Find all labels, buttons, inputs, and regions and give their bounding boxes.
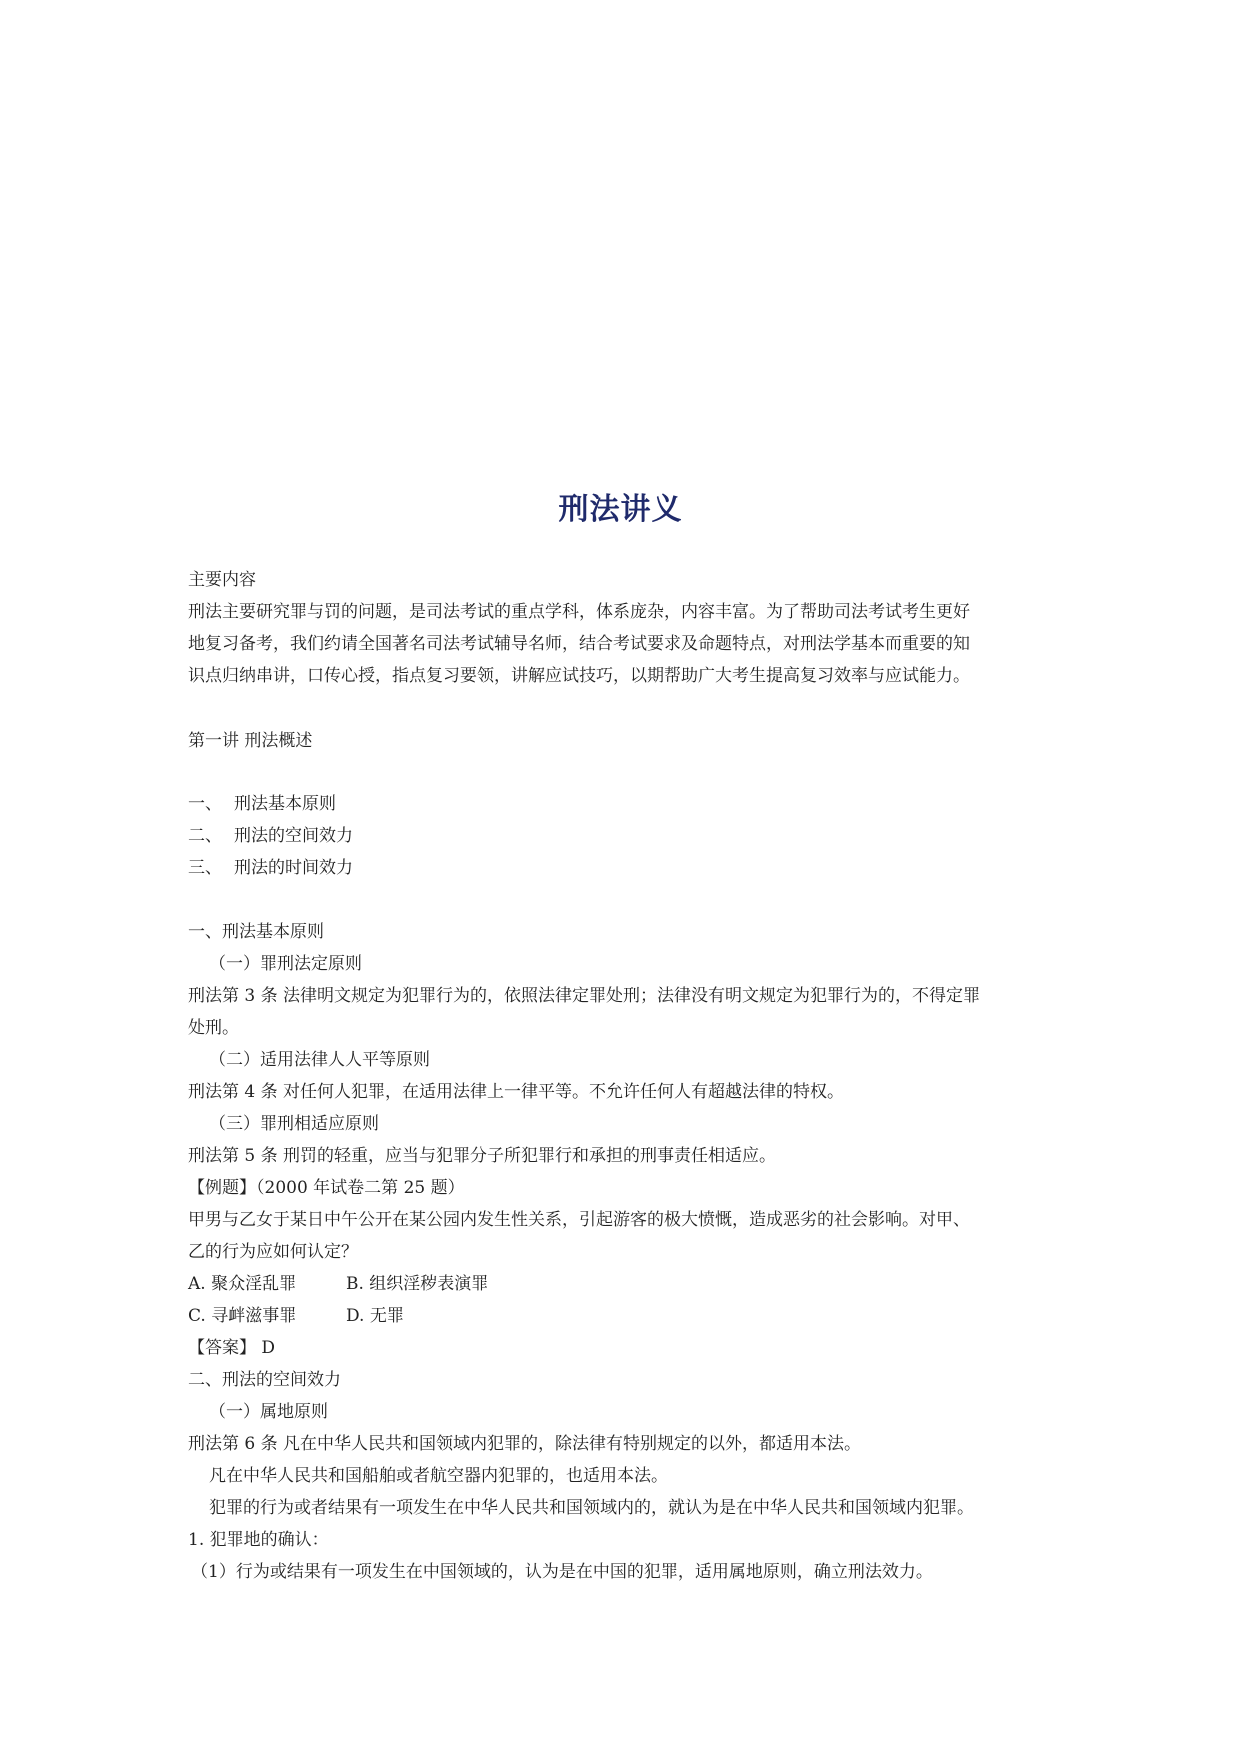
example-label: 【例题】（2000 年试卷二第 25 题） [188, 1178, 465, 1198]
outline-text: 刑法的空间效力 [234, 826, 353, 846]
lecture-title: 第一讲 刑法概述 [188, 731, 313, 751]
article6-line1: 刑法第 6 条 凡在中华人民共和国领域内犯罪的，除法律有特别规定的以外，都适用本法。 [188, 1434, 862, 1454]
section1-sub3: （三）罪刑相适应原则 [209, 1114, 379, 1134]
outline-number: 一、 [188, 794, 222, 814]
point1-heading: 1. 犯罪地的确认： [188, 1530, 329, 1550]
example-answer: 【答案】 D [188, 1338, 276, 1358]
point1-item1: （1）行为或结果有一项发生在中国领域的，认为是在中国的犯罪，适用属地原则，确立刑法效力。 [191, 1562, 933, 1582]
section2-heading: 二、刑法的空间效力 [188, 1370, 341, 1390]
option-d: D. 无罪 [346, 1306, 404, 1326]
example-line1: 甲男与乙女于某日中午公开在某公园内发生性关系，引起游客的极大愤慨，造成恶劣的社会影响。对甲、 [188, 1210, 970, 1230]
example-options-row [188, 1273, 488, 1295]
option-c: C. 寻衅滋事罪 [188, 1306, 297, 1326]
article6-line2: 凡在中华人民共和国船舶或者航空器内犯罪的，也适用本法。 [209, 1466, 668, 1486]
example-options-row [188, 1305, 404, 1327]
article6-line3: 犯罪的行为或者结果有一项发生在中华人民共和国领域内的，就认为是在中华人民共和国领域内犯罪。 [209, 1498, 974, 1518]
example-line2: 乙的行为应如何认定？ [188, 1242, 358, 1262]
article5: 刑法第 5 条 刑罚的轻重，应当与犯罪分子所犯罪行和承担的刑事责任相适应。 [188, 1146, 777, 1166]
section1-sub1: （一）罪刑法定原则 [209, 954, 362, 974]
outline-item [188, 857, 353, 879]
article3-line2: 处刑。 [188, 1018, 239, 1038]
outline-item [188, 825, 353, 847]
outline-text: 刑法基本原则 [234, 794, 336, 814]
option-b: B. 组织淫秽表演罪 [346, 1274, 489, 1294]
intro-line-2: 地复习备考，我们约请全国著名司法考试辅导名师，结合考试要求及命题特点，对刑法学基本而重要的知 [188, 634, 970, 654]
option-a: A. 聚众淫乱罪 [188, 1274, 297, 1294]
article3-line1: 刑法第 3 条 法律明文规定为犯罪行为的，依照法律定罪处刑；法律没有明文规定为犯罪行为的，不得定罪 [188, 986, 981, 1006]
article4: 刑法第 4 条 对任何人犯罪，在适用法律上一律平等。不允许任何人有超越法律的特权。 [188, 1082, 845, 1102]
section1-heading: 一、刑法基本原则 [188, 922, 324, 942]
outline-item [188, 793, 336, 815]
outline-text: 刑法的时间效力 [234, 858, 353, 878]
outline-number: 三、 [188, 858, 222, 878]
intro-heading: 主要内容 [188, 570, 256, 590]
section1-sub2: （二）适用法律人人平等原则 [209, 1050, 430, 1070]
intro-line-3: 识点归纳串讲，口传心授，指点复习要领，讲解应试技巧，以期帮助广大考生提高复习效率与应试能力。 [188, 666, 970, 686]
section2-sub1: （一）属地原则 [209, 1402, 328, 1422]
outline-number: 二、 [188, 826, 222, 846]
intro-line-1: 刑法主要研究罪与罚的问题，是司法考试的重点学科，体系庞杂，内容丰富。为了帮助司法考试考生更好 [188, 602, 970, 622]
document-title: 刑法讲义 [558, 492, 683, 527]
